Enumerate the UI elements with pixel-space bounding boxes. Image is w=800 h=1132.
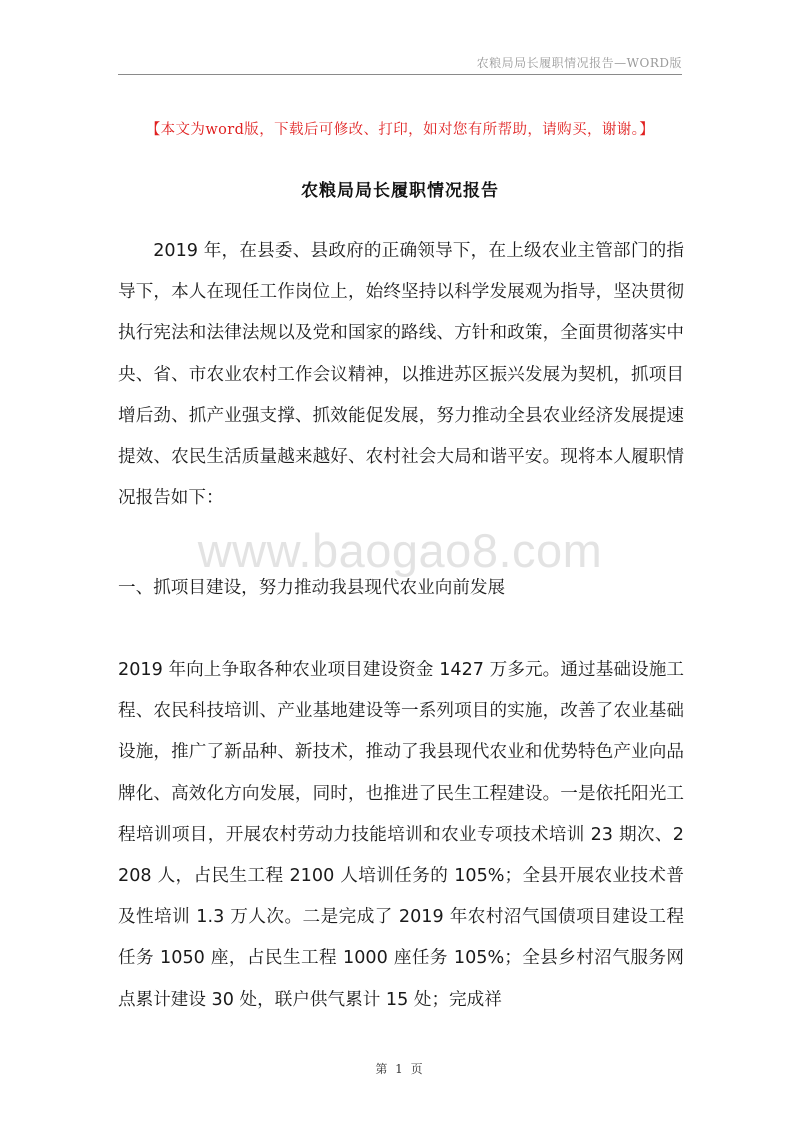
section-1-paragraph: 2019 年向上争取各种农业项目建设资金 1427 万多元。通过基础设施工程、农民科技培训、产业基地建设等一系列项目的实施，改善了农业基础设施，推广了新品种、新技术，推动了我县现代农业和优势特色产业向品牌化、高效化方向发展，同时，也推进了民生工程建设。一是依托阳光工程培训项目，开展农村劳动力技能培训和农业专项技术培训 23 期次、2208 人，占民生工程 2100 人培训任务的 105%；全县开展农业技术普及性培训 1.3 万人次。二是完成了 2019 年农村沼气国债项目建设工程任务 1050 座，占民生工程 1000 座任务 105%；全县乡村沼气服务网点累计建设 30 处，联户供气累计 15 处；完成祥 (118, 660, 684, 1010)
section-1-heading: 一、抓项目建设，努力推动我县现代农业向前发展 (118, 578, 506, 598)
page-number: 第 1 页 (375, 1062, 425, 1076)
header-divider (118, 74, 682, 75)
site-watermark: www.baogao8.com (197, 524, 603, 577)
purchase-notice: 【本文为word版，下载后可修改、打印，如对您有所帮助，请购买，谢谢。】 (145, 122, 655, 138)
running-header: 农粮局局长履职情况报告—WORD版 (476, 56, 682, 70)
intro-paragraph: 2019 年，在县委、县政府的正确领导下，在上级农业主管部门的指导下，本人在现任工作岗位上，始终坚持以科学发展观为指导，坚决贯彻执行宪法和法律法规以及党和国家的路线、方针和政策，全面贯彻落实中央、省、市农业农村工作会议精神，以推进苏区振兴发展为契机，抓项目增后劲、抓产业强支撑、抓效能促发展，努力推动全县农业经济发展提速提效、农民生活质量越来越好、农村社会大局和谐平安。现将本人履职情况报告如下： (118, 241, 684, 509)
document-title: 农粮局局长履职情况报告 (301, 181, 499, 201)
